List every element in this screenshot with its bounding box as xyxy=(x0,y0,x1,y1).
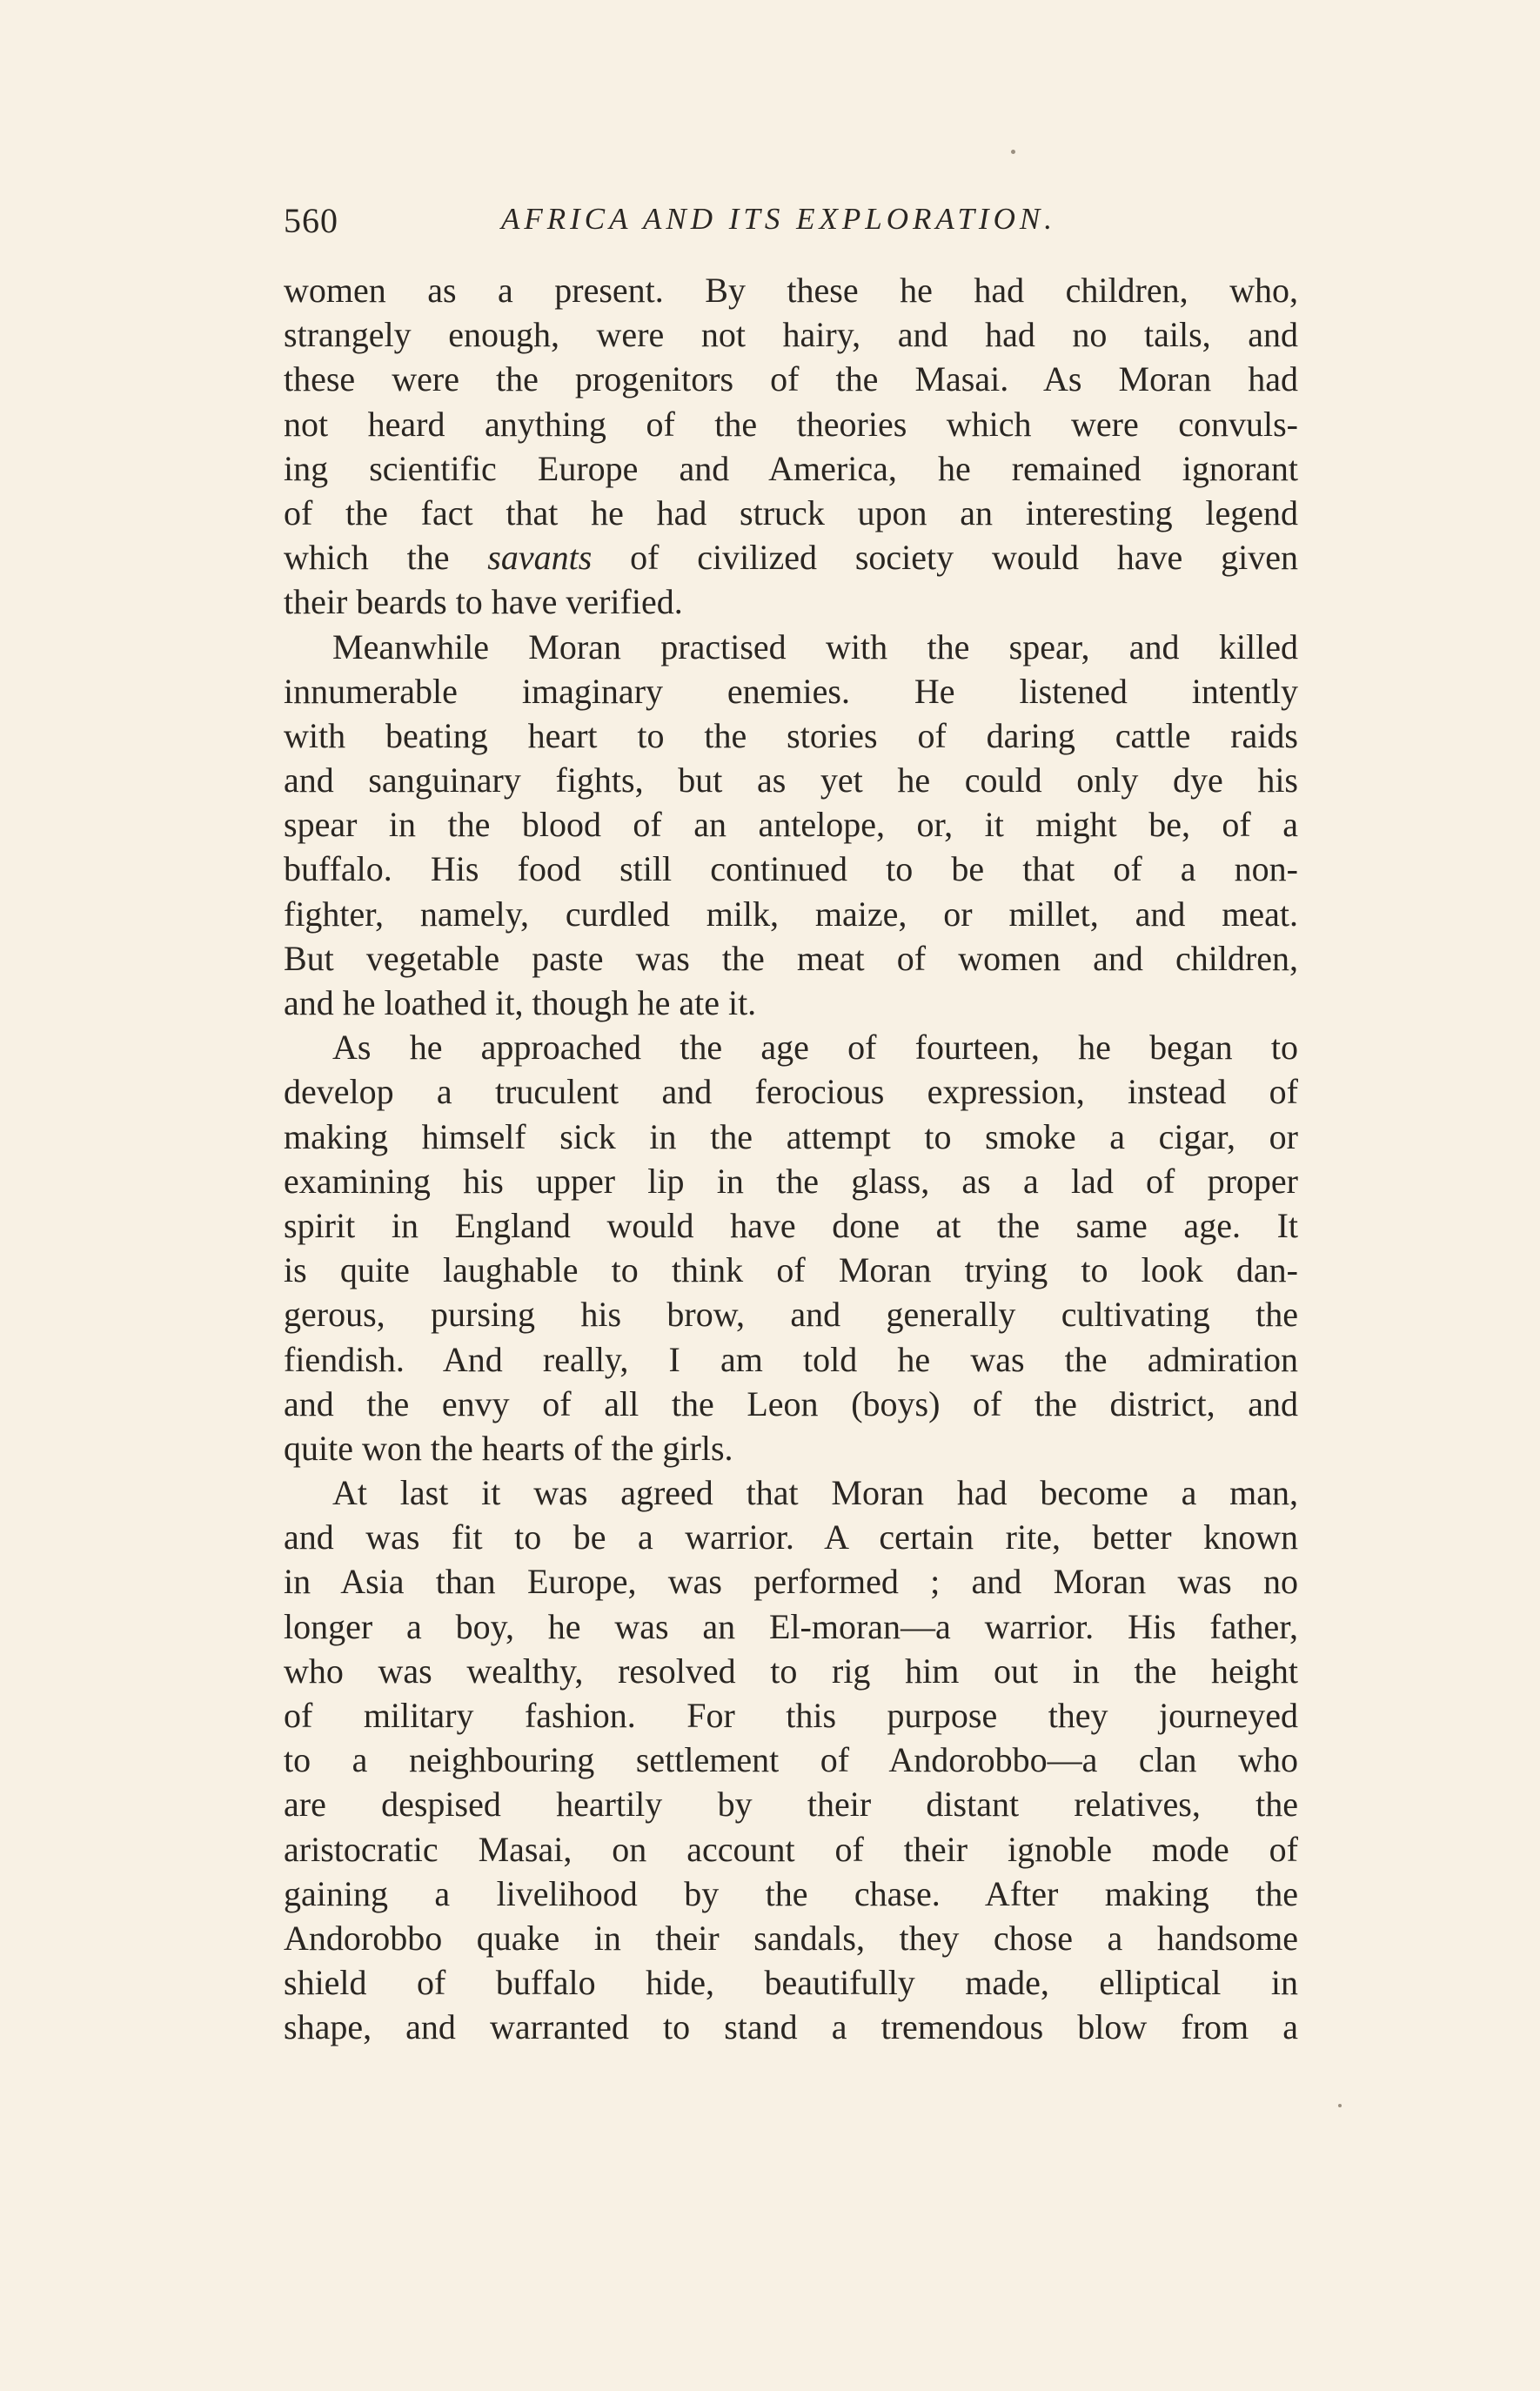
text-line: and sanguinary fights, but as yet he could only dye his xyxy=(284,760,1298,800)
text-line: develop a truculent and ferocious expression, instead of xyxy=(284,1072,1298,1112)
text-line: of military fashion. For this purpose they journeyed xyxy=(284,1696,1298,1735)
text-line: ing scientific Europe and America, he remained ignorant xyxy=(284,448,1298,488)
text-line: in Asia than Europe, was performed ; and Moran was no xyxy=(284,1562,1298,1602)
text-line: Andorobbo quake in their sandals, they chose a handsome xyxy=(284,1918,1298,1958)
text-line: aristocratic Masai, on account of their ignoble mode of xyxy=(284,1829,1298,1869)
text-line: of the fact that he had struck upon an interesting legend xyxy=(284,492,1298,532)
text-line: women as a present. By these he had children, who, xyxy=(284,271,1298,310)
text-line: shield of buffalo hide, beautifully made, elliptical in xyxy=(284,1963,1298,2003)
text-line: buffalo. His food still continued to be that of a non- xyxy=(284,849,1298,889)
text-line: are despised heartily by their distant relatives, the xyxy=(284,1785,1298,1825)
text-line: gerous, pursing his brow, and generally cultivating the xyxy=(284,1295,1298,1335)
text-line: not heard anything of the theories which were convuls- xyxy=(284,404,1298,444)
text-line: and was fit to be a warrior. A certain rite, better known xyxy=(284,1517,1298,1557)
text-line: fighter, namely, curdled milk, maize, or millet, and meat. xyxy=(284,894,1298,934)
text-segment: which the xyxy=(284,538,488,578)
paragraph-end-line: and he loathed it, though he ate it. xyxy=(284,983,757,1022)
paragraph-end-line: their beards to have verified. xyxy=(284,582,683,622)
text-line: innumerable imaginary enemies. He listened intently xyxy=(284,671,1298,711)
text-line: spear in the blood of an antelope, or, it might be, of a xyxy=(284,805,1298,845)
text-line: who was wealthy, resolved to rig him out in the height xyxy=(284,1651,1298,1691)
text-line: gaining a livelihood by the chase. After making the xyxy=(284,1873,1298,1913)
text-line: with beating heart to the stories of daring cattle raids xyxy=(284,715,1298,755)
text-line: But vegetable paste was the meat of women and children, xyxy=(284,938,1298,978)
text-line: making himself sick in the attempt to smoke a cigar, or xyxy=(284,1116,1298,1156)
paragraph-end-line: quite won the hearts of the girls. xyxy=(284,1428,733,1468)
text-line xyxy=(284,535,1298,579)
text-line: shape, and warranted to stand a tremendous blow from a xyxy=(284,2007,1298,2047)
text-line: examining his upper lip in the glass, as a lad of proper xyxy=(284,1161,1298,1201)
paragraph-start-line: Meanwhile Moran practised with the spear, and killed xyxy=(332,626,1298,666)
text-line: and the envy of all the Leon (boys) of the district, and xyxy=(284,1383,1298,1423)
text-segment: of civilized society would have given xyxy=(592,538,1298,578)
text-line: strangely enough, were not hairy, and had no tails, and xyxy=(284,315,1298,355)
text-line: fiendish. And really, I am told he was the admiration xyxy=(284,1339,1298,1379)
page-number: 560 xyxy=(284,201,338,240)
running-title: AFRICA AND ITS EXPLORATION. xyxy=(501,202,1056,236)
text-line: these were the progenitors of the Masai. As Moran had xyxy=(284,359,1298,399)
italic-word: savants xyxy=(487,538,593,578)
text-line: is quite laughable to think of Moran trying to look dan- xyxy=(284,1250,1298,1290)
page-header xyxy=(284,200,1302,252)
body-text xyxy=(284,268,1298,2050)
text-line: spirit in England would have done at the same age. It xyxy=(284,1205,1298,1245)
paragraph-start-line: At last it was agreed that Moran had become a man, xyxy=(332,1473,1298,1513)
text-line: longer a boy, he was an El-moran—a warrior. His father, xyxy=(284,1606,1298,1646)
paper-speck xyxy=(1338,2104,1342,2107)
text-line: to a neighbouring settlement of Andorobbo—a clan who xyxy=(284,1740,1298,1780)
paper-speck xyxy=(1011,150,1015,154)
paragraph-start-line: As he approached the age of fourteen, he began to xyxy=(332,1028,1298,1068)
